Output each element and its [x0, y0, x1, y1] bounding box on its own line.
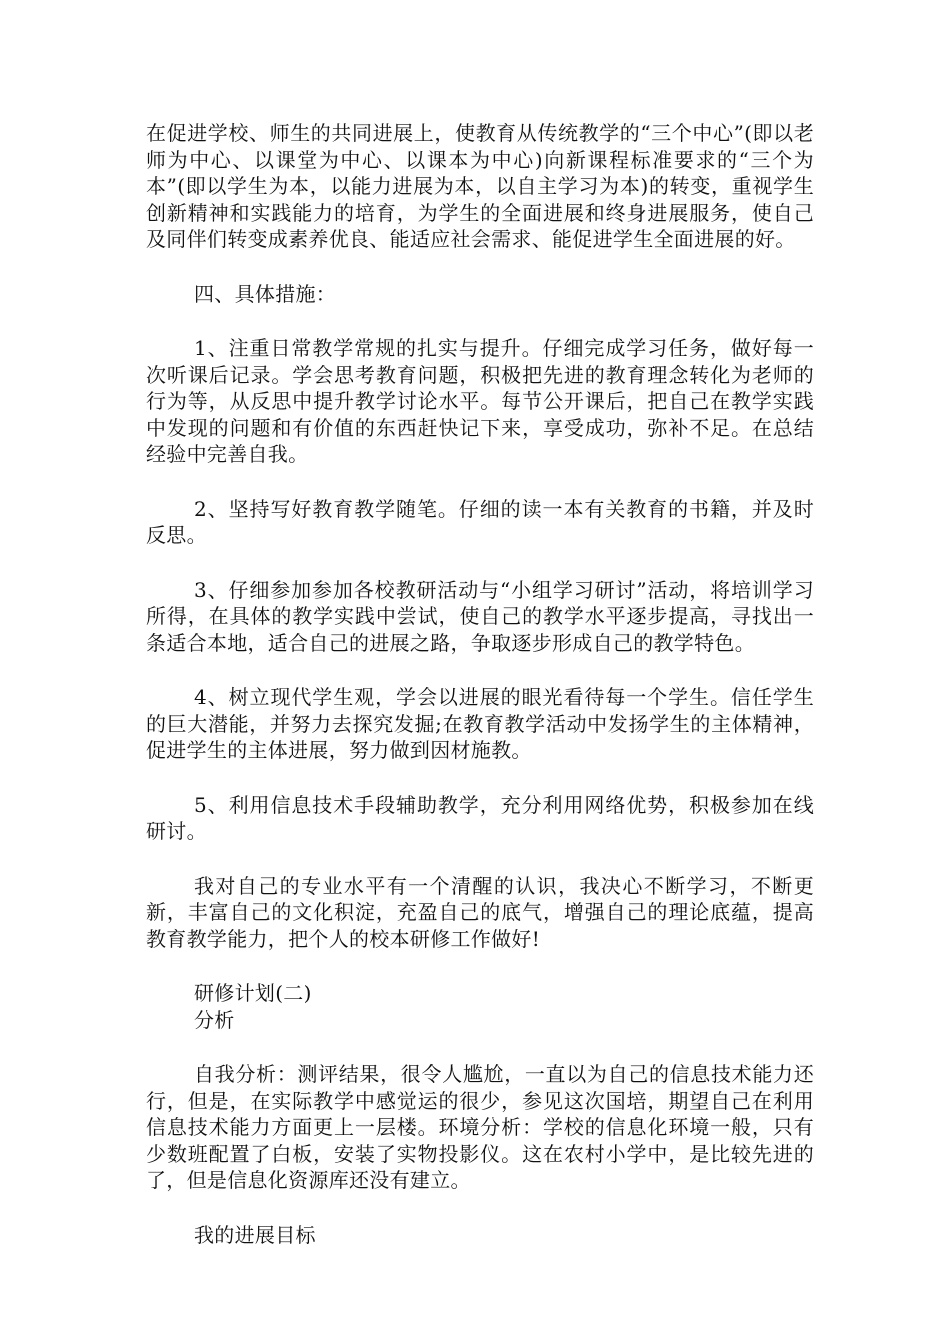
measure-item-3: 3、仔细参加参加各校教研活动与“小组学习研讨”活动，将培训学习所得，在具体的教学实践中尝试，使自己的教学水平逐步提高，寻找出一条适合本地，适合自己的进展之路，争取逐步形成自己的教学特色。: [146, 577, 814, 655]
paragraph-intro: 在促进学校、师生的共同进展上，使教育从传统教学的“三个中心”(即以老师为中心、以课堂为中心、以课本为中心)向新课程标准要求的“三个为本”(即以学生为本，以能力进展为本，以自主学习为本)的转变，重视学生创新精神和实践能力的培育，为学生的全面进展和终身进展服务，使自己及同伴们转变成素养优良、能适应社会需求、能促进学生全面进展的好。: [146, 121, 814, 251]
section-heading-analysis: 分析: [194, 1007, 235, 1032]
paragraph-conclusion: 我对自己的专业水平有一个清醒的认识，我决心不断学习，不断更新，丰富自己的文化积淀，充盈自己的底气，增强自己的理论底蕴，提高教育教学能力，把个人的校本研修工作做好!: [146, 873, 814, 951]
measure-item-2: 2、坚持写好教育教学随笔。仔细的读一本有关教育的书籍，并及时反思。: [146, 496, 814, 547]
section-heading-goals: 我的进展目标: [194, 1222, 316, 1247]
paragraph-self-analysis: 自我分析：测评结果，很令人尴尬，一直以为自己的信息技术能力还行，但是，在实际教学中感觉运的很少，参见这次国培，期望自己在利用信息技术能力方面更上一层楼。环境分析：学校的信息化环境一般，只有少数班配置了白板，安装了实物投影仪。这在农村小学中，是比较先进的了，但是信息化资源库还没有建立。: [146, 1062, 814, 1192]
document-body: [146, 120, 814, 1248]
section-title-plan-two: 研修计划(二): [194, 981, 312, 1005]
measure-item-1: 1、注重日常教学常规的扎实与提升。仔细完成学习任务，做好每一次听课后记录。学会思考教育问题，积极把先进的教育理念转化为老师的行为等，从反思中提升教学讨论水平。每节公开课后，把自己在教学实践中发现的问题和有价值的东西赶快记下来，享受成功，弥补不足。在总结经验中完善自我。: [146, 336, 814, 466]
measure-item-4: 4、树立现代学生观，学会以进展的眼光看待每一个学生。信任学生的巨大潜能，并努力去探究发掘;在教育教学活动中发扬学生的主体精神，促进学生的主体进展，努力做到因材施教。: [146, 685, 814, 762]
measure-item-5: 5、利用信息技术手段辅助教学，充分利用网络优势，积极参加在线研讨。: [146, 792, 814, 843]
section-heading-measures: 四、具体措施：: [194, 281, 337, 306]
